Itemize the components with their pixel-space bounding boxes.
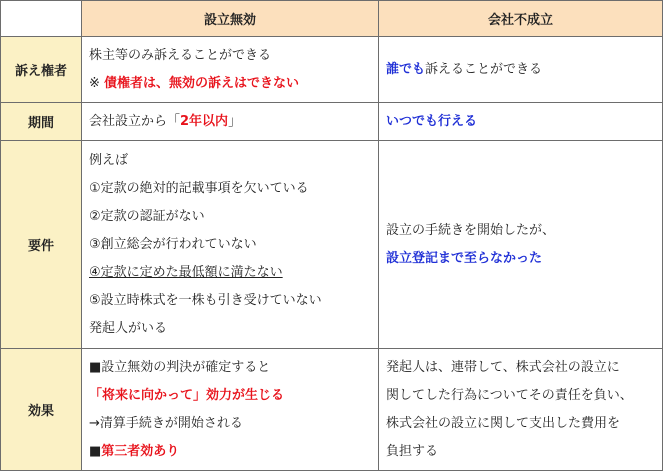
requirements-invalid-cell <box>82 141 379 349</box>
period-nonformation-cell <box>379 103 663 141</box>
row-plaintiff <box>1 37 663 103</box>
effect-line: →清算手続きが開始される <box>89 415 243 431</box>
row-requirements <box>1 141 663 349</box>
requirement-underlined: ④定款に定めた最低額に満たない <box>89 264 283 280</box>
requirement-line <box>89 259 371 287</box>
plaintiff-nonformation-cell <box>379 37 663 103</box>
plaintiff-invalid-cell <box>82 37 379 103</box>
creditor-note: 債権者は、無効の訴えはできない <box>104 75 300 91</box>
plaintiff-nonformation-text: 訴えることができる <box>425 61 543 77</box>
requirements-nonformation-line2: 設立登記まで至らなかった <box>386 250 543 266</box>
effect-nonformation-line: 株式会社の設立に関して支出した費用を <box>386 415 621 431</box>
period-prefix: 会社設立から「 <box>89 113 181 129</box>
anyone-highlight: 誰でも <box>386 61 426 77</box>
effect-line: ■設立無効の判決が確定すると <box>89 359 271 375</box>
requirements-nonformation-line1: 設立の手続きを開始したが、 <box>386 222 556 238</box>
requirement-line: 例えば <box>89 152 129 168</box>
row-label-plaintiff: 訴え権者 <box>1 37 82 103</box>
period-nonformation-text: いつでも行える <box>386 113 478 129</box>
row-label-requirements: 要件 <box>1 141 82 349</box>
square-bullet: ■ <box>89 443 102 459</box>
effect-nonformation-line: 負担する <box>386 443 439 459</box>
requirements-nonformation-cell <box>379 141 663 349</box>
effect-line <box>89 438 371 466</box>
plaintiff-nonformation-line <box>386 56 655 84</box>
period-invalid-line <box>89 108 371 136</box>
effect-nonformation-line: 発起人は、連帯して、株式会社の設立に <box>386 359 620 375</box>
row-label-effect: 効果 <box>1 349 82 471</box>
requirement-line: 発起人がいる <box>89 320 168 336</box>
requirement-line: ②定款の認証がない <box>89 208 205 224</box>
period-suffix: 」 <box>228 113 242 129</box>
row-effect <box>1 349 663 471</box>
header-non-formation: 会社不成立 <box>379 1 663 37</box>
requirement-line: ③創立総会が行われていない <box>89 236 257 252</box>
period-highlight: 2年以内 <box>180 113 229 129</box>
effect-nonformation-line: 関してした行為についてその責任を負い、 <box>386 387 633 403</box>
plaintiff-invalid-note <box>89 70 371 98</box>
row-period <box>1 103 663 141</box>
effect-invalid-cell <box>82 349 379 471</box>
plaintiff-invalid-line1: 株主等のみ訴えることができる <box>89 47 272 63</box>
corner-cell <box>1 1 82 37</box>
requirement-line: ⑤設立時株式を一株も引き受けていない <box>89 292 322 308</box>
requirement-line: ①定款の絶対的記載事項を欠いている <box>89 180 309 196</box>
period-invalid-cell <box>82 103 379 141</box>
effect-line-highlight: 「将来に向かって」効力が生じる <box>89 387 285 403</box>
third-party-effect: 第三者効あり <box>101 443 180 459</box>
header-invalid-establishment: 設立無効 <box>82 1 379 37</box>
effect-nonformation-cell <box>379 349 663 471</box>
note-mark: ※ <box>89 75 105 91</box>
header-row <box>1 1 663 37</box>
row-label-period: 期間 <box>1 103 82 141</box>
